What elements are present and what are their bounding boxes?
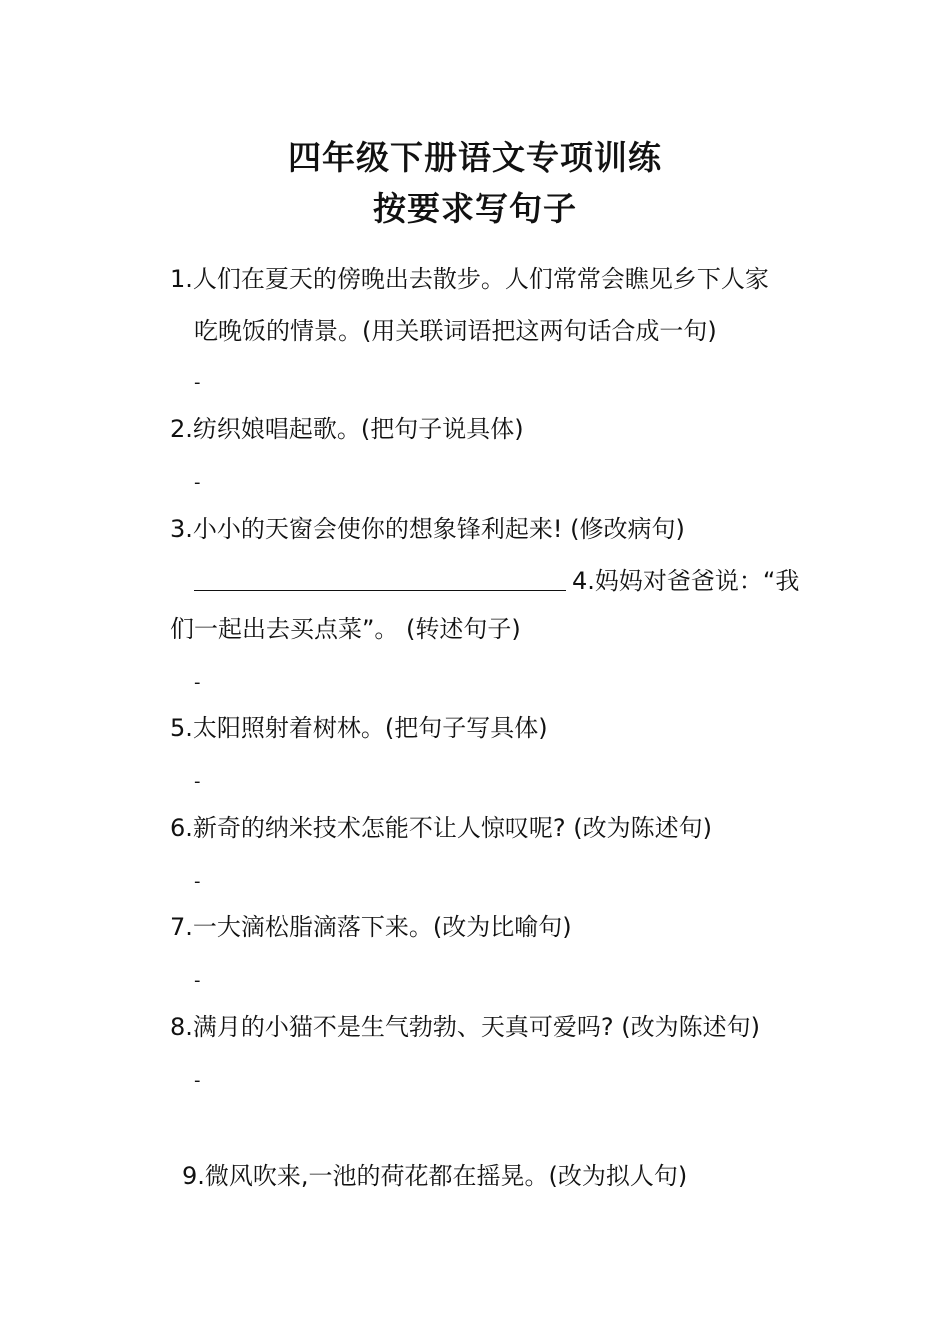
answer-mark-1: - [194,372,201,393]
question-2: 2.纺织娘唱起歌。(把句子说具体) [170,415,524,443]
answer-mark-8: - [194,1070,201,1091]
question-9: 9.微风吹来,一池的荷花都在摇晃。(改为拟人句) [182,1162,688,1190]
answer-mark-4: - [194,672,201,693]
question-8: 8.满月的小猫不是生气勃勃、天真可爱吗? (改为陈述句) [170,1013,760,1041]
answer-blank-3 [194,566,566,591]
question-1-line-1: 1.人们在夏天的傍晚出去散步。人们常常会瞧见乡下人家 [170,265,769,293]
page-title: 四年级下册语文专项训练 [288,138,662,177]
answer-mark-6: - [194,871,201,892]
question-5: 5.太阳照射着树林。(把句子写具体) [170,714,548,742]
answer-mark-2: - [194,472,201,493]
question-4-line-2: 们一起出去买点菜”。 (转述句子) [170,615,521,643]
question-3: 3.小小的天窗会使你的想象锋利起来! (修改病句) [170,515,685,543]
answer-mark-7: - [194,970,201,991]
question-7: 7.一大滴松脂滴落下来。(改为比喻句) [170,913,572,941]
page-subtitle: 按要求写句子 [373,189,577,228]
question-1-line-2: 吃晚饭的情景。(用关联词语把这两句话合成一句) [194,317,717,345]
question-6: 6.新奇的纳米技术怎能不让人惊叹呢? (改为陈述句) [170,814,712,842]
answer-mark-5: - [194,771,201,792]
question-4-line-1 [194,561,799,596]
question-4-start: 4.妈妈对爸爸说：“我 [572,567,800,595]
